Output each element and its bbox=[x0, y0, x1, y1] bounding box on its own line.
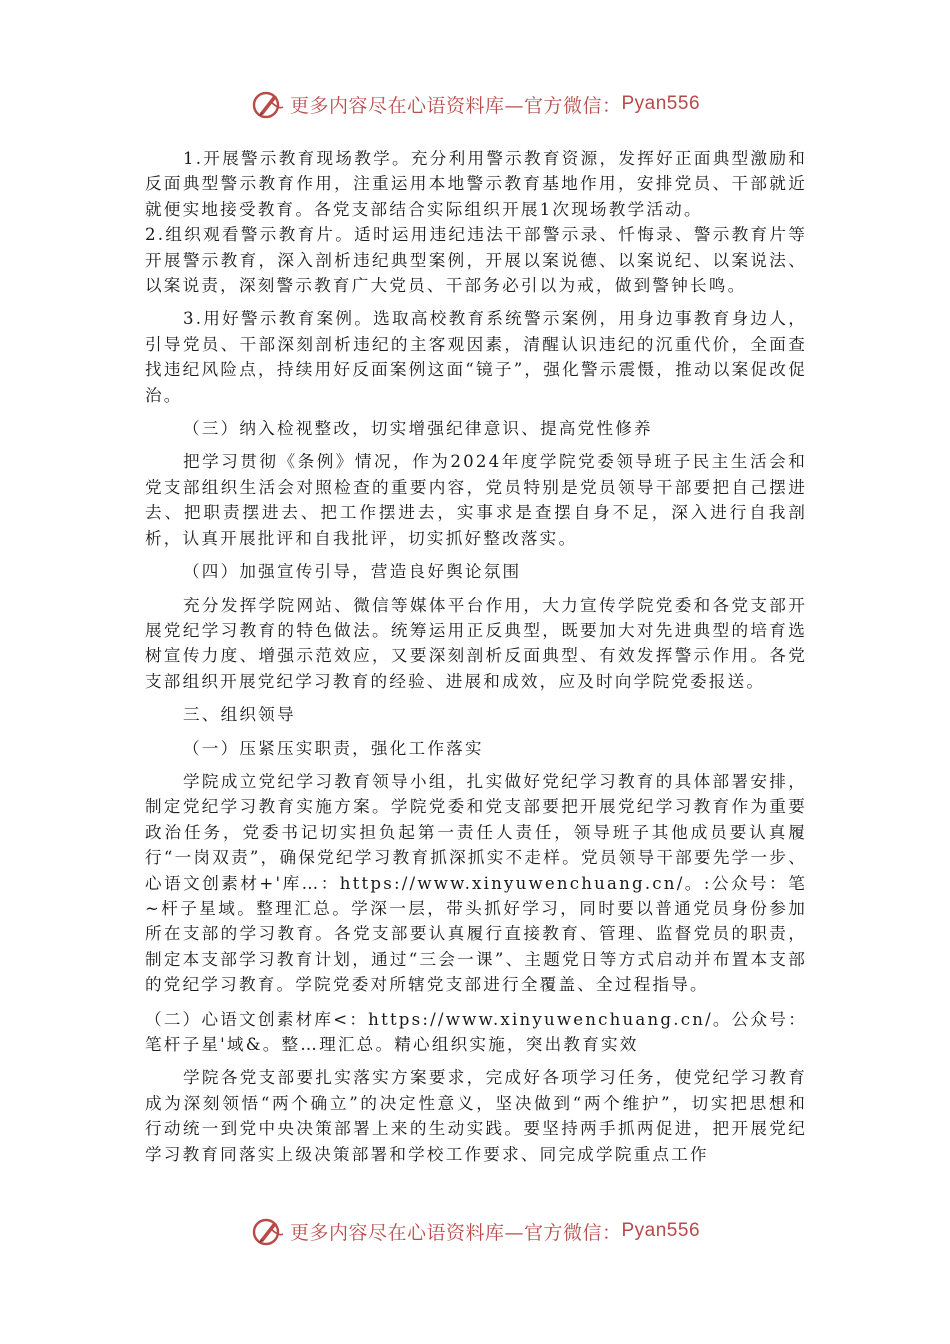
footer-banner-text: 更多内容尽在心语资料库—官方微信： bbox=[289, 1221, 622, 1244]
section-heading: （一）压紧压实职责，强化工作落实 bbox=[183, 738, 484, 758]
section-heading: （二）心语文创素材库<：https://www.xinyuwenchuang.cn/。公众号：笔杆子星'域&。整…理汇总。精心组织实施，突出教育实效 bbox=[145, 1009, 807, 1054]
footer-banner bbox=[0, 1211, 950, 1251]
paragraph: 学院成立党纪学习教育领导小组，扎实做好党纪学习教育的具体部署安排，制定党纪学习教育实施方案。学院党委和党支部要把开展党纪学习教育作为重要政治任务，党委书记切实担负起第一责任人责任，领导班子其他成员要认真履行“一岗双责”，确保党纪学习教育抓深抓实不走样。党员领导干部要先学一步、心语文创素材+'库…：https://www.xinyuwenchuang.cn/。:公众号：笔~杆子星域。整理汇总。学深一层，带头抓好学习，同时要以普通党员身份参加所在支部的学习教育。各党支部要认真履行直接教育、管理、监督党员的职责，制定本支部学习教育计划，通过“三会一课”、主题党日等方式启动并布置本支部的党纪学习教育。学院党委对所辖党支部进行全覆盖、全过程指导。 bbox=[145, 771, 807, 995]
section-heading: 三、组织领导 bbox=[183, 705, 296, 725]
footer-wechat-id: Pyan556 bbox=[621, 1220, 701, 1241]
pen-logo-icon bbox=[250, 1214, 284, 1248]
header-banner bbox=[0, 84, 950, 124]
section-heading: （三）纳入检视整改，切实增强纪律意识、提高党性修养 bbox=[183, 419, 653, 439]
paragraph: 把学习贯彻《条例》情况，作为2024年度学院党委领导班子民主生活会和党支部组织生活会对照检查的重要内容，党员特别是党员领导干部要把自己摆进去、把职责摆进去、把工作摆进去，实事求是查摆自身不足，深入进行自我剖析，认真开展批评和自我批评，切实抓好整改落实。 bbox=[145, 452, 807, 548]
paragraph: 学院各党支部要扎实落实方案要求，完成好各项学习任务，使党纪学习教育成为深刻领悟“两个确立”的决定性意义，坚决做到“两个维护”，切实把思想和行动统一到党中央决策部署上来的生动实践。要坚持两手抓两促进，把开展党纪学习教育同落实上级决策部署和学校工作要求、同完成学院重点工作 bbox=[145, 1068, 807, 1164]
paragraph: 1.开展警示教育现场教学。充分利用警示教育资源，发挥好正面典型激励和反面典型警示教育作用，注重运用本地警示教育基地作用，安排党员、干部就近就便实地接受教育。各党支部结合实际组织开展1次现场教学活动。 bbox=[145, 149, 807, 219]
document-body bbox=[145, 146, 807, 1167]
header-banner-text: 更多内容尽在心语资料库—官方微信： bbox=[289, 94, 622, 117]
section-heading: （四）加强宣传引导，营造良好舆论氛围 bbox=[183, 562, 522, 582]
paragraph: 3.用好警示教育案例。选取高校教育系统警示案例，用身边事教育身边人，引导党员、干部深刻剖析违纪的主客观因素，清醒认识违纪的沉重代价，全面查找违纪风险点，持续用好反面案例这面“镜子”，强化警示震慑，推动以案促改促治。 bbox=[145, 309, 807, 405]
pen-logo-icon bbox=[250, 87, 284, 121]
paragraph: 2.组织观看警示教育片。适时运用违纪违法干部警示录、忏悔录、警示教育片等开展警示教育，深入剖析违纪典型案例，开展以案说德、以案说纪、以案说法、以案说责，深刻警示教育广大党员、干部务必引以为戒，做到警钟长鸣。 bbox=[145, 225, 807, 296]
header-wechat-id: Pyan556 bbox=[621, 93, 701, 114]
paragraph: 充分发挥学院网站、微信等媒体平台作用，大力宣传学院党委和各党支部开展党纪学习教育的特色做法。统筹运用正反典型，既要加大对先进典型的培育选树宣传力度、增强示范效应，又要深刻剖析反面典型、有效发挥警示作用。各党支部组织开展党纪学习教育的经验、进展和成效，应及时向学院党委报送。 bbox=[145, 595, 807, 691]
